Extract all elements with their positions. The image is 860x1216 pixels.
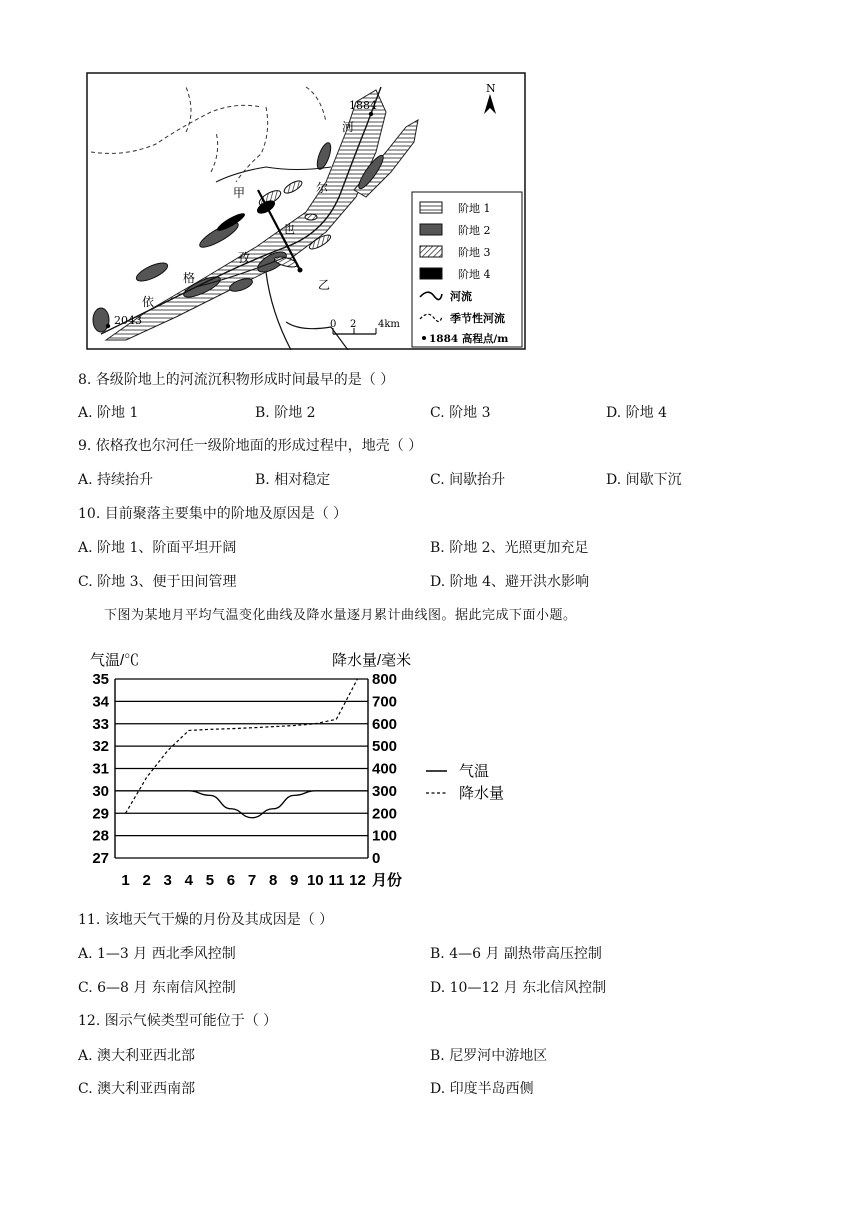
y-left-tick-label: 34: [92, 693, 109, 711]
label-jia: 甲: [233, 186, 246, 200]
svg-text:河流: 河流: [450, 290, 472, 303]
y-right-tick-label: 700: [372, 693, 398, 711]
x-tick-label: 6: [226, 872, 236, 889]
svg-text:0: 0: [330, 319, 337, 330]
climate-chart: [80, 645, 540, 895]
y-left-tick-label: 35: [92, 671, 109, 688]
x-tick-label: 4: [184, 872, 193, 889]
y-right-tick-label: 600: [372, 715, 398, 733]
x-tick-label: 8: [268, 872, 278, 889]
question-9-option-b[interactable]: B. 相对稳定: [255, 472, 331, 488]
x-tick-label: 1: [121, 872, 130, 889]
y-right-tick-label: 300: [372, 782, 398, 800]
svg-text:N: N: [486, 82, 496, 95]
question-11-option-d[interactable]: D. 10—12 月 东北信风控制: [430, 980, 607, 996]
question-9-stem: 9. 依格孜也尔河任一级阶地面的形成过程中，地壳（ ）: [78, 438, 423, 454]
y-right-tick-label: 500: [372, 738, 398, 756]
question-12-option-d[interactable]: D. 印度半岛西侧: [430, 1081, 534, 1097]
question-12-stem: 12. 图示气候类型可能位于（ ）: [78, 1013, 278, 1029]
chart-legend: [426, 763, 504, 802]
y-right-tick-label: 400: [372, 760, 398, 778]
label-elevation-2043: 2043: [114, 314, 142, 327]
question-12-option-a[interactable]: A. 澳大利亚西北部: [78, 1048, 196, 1064]
x-tick-label: 11: [328, 872, 345, 889]
y-right-tick-label: 800: [372, 671, 398, 688]
label-yi: 乙: [318, 278, 331, 292]
x-tick-label: 2: [142, 872, 151, 889]
question-10-option-d[interactable]: D. 阶地 4、避开洪水影响: [430, 574, 589, 590]
svg-text:阶地 3: 阶地 3: [458, 246, 491, 259]
question-8-stem: 8. 各级阶地上的河流沉积物形成时间最早的是（ ）: [78, 372, 395, 388]
y-left-tick-label: 31: [92, 760, 109, 778]
x-unit-label: 月份: [372, 872, 403, 889]
map-legend: [412, 192, 522, 347]
y-left-tick-label: 32: [92, 738, 109, 756]
river-name-char: 依: [142, 295, 155, 309]
y-left-tick-label: 33: [92, 715, 109, 733]
river-name-char: 也: [283, 222, 296, 236]
question-11-option-b[interactable]: B. 4—6 月 副热带高压控制: [430, 946, 602, 962]
question-12-option-b[interactable]: B. 尼罗河中游地区: [430, 1048, 548, 1064]
x-tick-label: 12: [349, 872, 366, 889]
question-10-stem: 10. 目前聚落主要集中的阶地及原因是（ ）: [78, 506, 348, 522]
x-tick-label: 5: [205, 872, 215, 889]
river-name-char: 河: [342, 120, 355, 134]
svg-text:4km: 4km: [378, 319, 400, 330]
question-11-stem: 11. 该地天气干燥的月份及其成因是（ ）: [78, 912, 334, 928]
x-tick-label: 3: [163, 872, 172, 889]
question-10-option-c[interactable]: C. 阶地 3、便于田间管理: [78, 574, 237, 590]
y-left-tick-label: 27: [92, 850, 109, 867]
question-9-option-c[interactable]: C. 间歇抬升: [430, 472, 506, 488]
legend-temperature: 气温: [459, 763, 490, 780]
svg-text:阶地 2: 阶地 2: [458, 224, 491, 237]
question-10-option-b[interactable]: B. 阶地 2、光照更加充足: [430, 540, 589, 556]
terrace-2-patch: [93, 308, 109, 332]
question-11-option-c[interactable]: C. 6—8 月 东南信风控制: [78, 980, 236, 996]
label-elevation-1884: 1884: [349, 99, 377, 112]
svg-text:阶地 1: 阶地 1: [458, 202, 491, 215]
y-right-tick-label: 100: [372, 827, 398, 845]
river-name-char: 孜: [238, 251, 251, 265]
x-tick-label: 9: [290, 872, 299, 889]
x-tick-label: 10: [306, 872, 324, 889]
y-right-tick-label: 0: [372, 850, 381, 867]
y-right-label: 降水量/毫米: [332, 652, 412, 669]
question-8-option-c[interactable]: C. 阶地 3: [430, 405, 491, 421]
section-intro: 下图为某地月平均气温变化曲线及降水量逐月累计曲线图。据此完成下面小题。: [104, 608, 577, 623]
y-left-tick-label: 30: [92, 782, 109, 800]
x-tick-label: 7: [247, 872, 257, 889]
svg-text:阶地 4: 阶地 4: [458, 268, 491, 281]
river-name-char: 格: [183, 271, 196, 285]
question-12-option-c[interactable]: C. 澳大利亚西南部: [78, 1081, 196, 1097]
terrace-3-patch: [305, 214, 317, 220]
question-8-option-a[interactable]: A. 阶地 1: [78, 405, 139, 421]
svg-text:1884 高程点/m: 1884 高程点/m: [429, 333, 509, 345]
legend-precipitation: 降水量: [459, 785, 505, 802]
river-name-char: 尔: [316, 181, 329, 195]
y-right-tick-label: 200: [372, 805, 398, 823]
question-8-option-b[interactable]: B. 阶地 2: [255, 405, 316, 421]
y-left-tick-label: 28: [92, 827, 109, 845]
question-9-option-a[interactable]: A. 持续抬升: [78, 472, 154, 488]
question-8-option-d[interactable]: D. 阶地 4: [606, 405, 667, 421]
terrace-map: [86, 72, 526, 350]
question-11-option-a[interactable]: A. 1—3 月 西北季风控制: [78, 946, 236, 962]
svg-text:2: 2: [350, 319, 357, 330]
question-10-option-a[interactable]: A. 阶地 1、阶面平坦开阔: [78, 540, 237, 556]
question-9-option-d[interactable]: D. 间歇下沉: [606, 472, 682, 488]
svg-text:季节性河流: 季节性河流: [450, 312, 505, 325]
y-left-label: 气温/℃: [90, 652, 140, 669]
y-left-tick-label: 29: [92, 805, 109, 823]
